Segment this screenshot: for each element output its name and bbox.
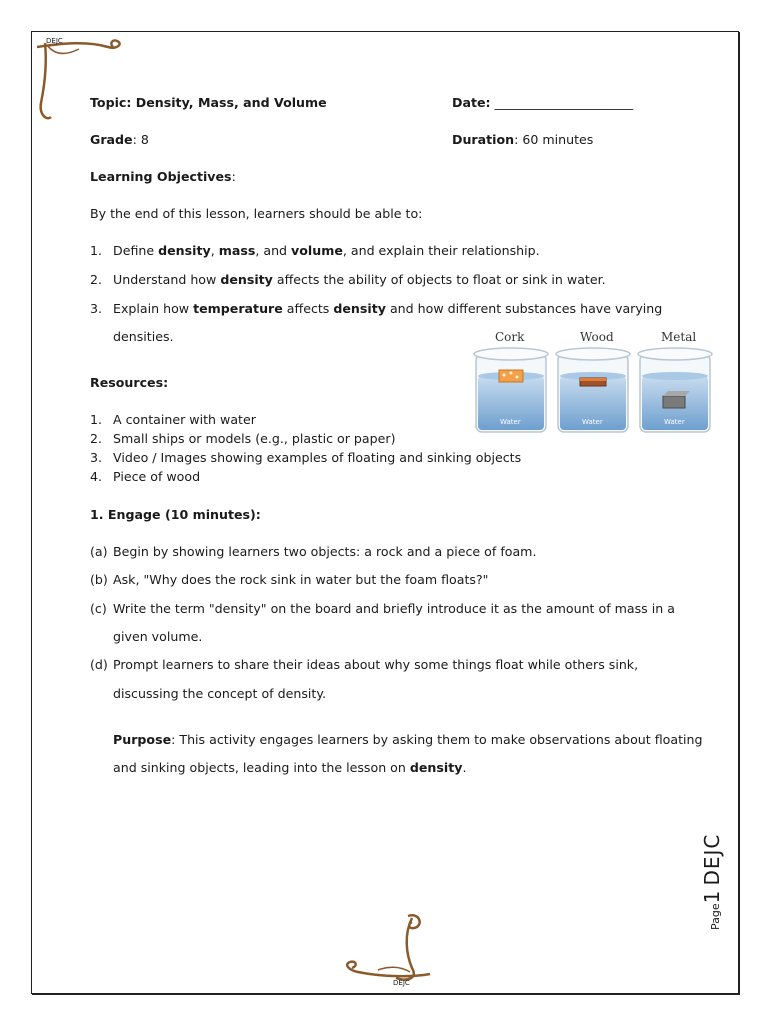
text-run: Explain how — [113, 301, 194, 316]
list-number: 1. — [90, 243, 103, 258]
list-number: 2. — [90, 431, 103, 446]
resource-item: Piece of wood — [113, 469, 201, 484]
objectives-heading-colon: : — [231, 169, 236, 184]
objective-text — [113, 300, 662, 317]
list-number: 2. — [90, 272, 103, 287]
engage-item: Ask, "Why does the rock sink in water but the foam floats?" — [113, 572, 489, 587]
purpose-text: : This activity engages learners by asking them to make observations about floating — [171, 732, 703, 747]
objectives-intro: By the end of this lesson, learners should be able to: — [90, 206, 423, 221]
water-label: Water — [664, 418, 685, 426]
text-run: , and — [255, 243, 292, 258]
engage-item-continuation: discussing the concept of density. — [113, 686, 326, 701]
list-number: (c) — [90, 601, 107, 616]
purpose-text: . — [462, 760, 467, 775]
flourish-bottom — [338, 908, 438, 992]
text-run: , — [210, 243, 219, 258]
list-number: 3. — [90, 301, 103, 316]
purpose-paragraph — [113, 732, 703, 747]
date-field — [452, 94, 633, 111]
beaker-label-cork: Cork — [495, 330, 525, 344]
resource-item: Video / Images showing examples of floating and sinking objects — [113, 450, 522, 465]
logo-text: DEJC — [46, 37, 63, 45]
purpose-text: and sinking objects, leading into the lesson on — [113, 760, 410, 775]
duration-value: : 60 minutes — [514, 132, 594, 147]
list-number: (a) — [90, 544, 108, 559]
engage-item: Begin by showing learners two objects: a rock and a piece of foam. — [113, 544, 537, 559]
beaker-label-metal: Metal — [661, 330, 697, 344]
text-run: , and explain their relationship. — [342, 243, 540, 258]
purpose-paragraph-line-2 — [113, 760, 466, 775]
duration-field — [452, 131, 593, 148]
engage-item: Write the term "density" on the board and briefly introduce it as the amount of mass in a — [113, 601, 675, 616]
water-label: Water — [582, 418, 603, 426]
engage-item: Prompt learners to share their ideas about why some things float while others sink, — [113, 657, 639, 672]
objective-continuation: densities. — [113, 329, 174, 344]
text-run: Define — [113, 243, 159, 258]
objective-text — [113, 271, 606, 288]
list-number: (b) — [90, 572, 108, 587]
objective-text — [113, 242, 540, 259]
list-number: 4. — [90, 469, 103, 484]
term-mass: mass — [218, 243, 256, 258]
page-number-value: 1 — [700, 890, 724, 904]
beaker-label-wood: Wood — [580, 330, 614, 344]
text-run: Understand how — [113, 272, 221, 287]
list-number: (d) — [90, 657, 108, 672]
term-temperature: temperature — [193, 301, 283, 316]
term-density: density — [333, 301, 386, 316]
text-run: affects the ability of objects to float or sink in water. — [272, 272, 606, 287]
flourish-top-left — [33, 33, 133, 128]
term-density: density — [220, 272, 273, 287]
grade-field — [90, 131, 149, 148]
grade-label: Grade — [90, 132, 133, 147]
resource-item: A container with water — [113, 412, 256, 427]
footer-logo-text: DEJC — [393, 979, 410, 987]
topic-title: Topic: Density, Mass, and Volume — [90, 95, 327, 110]
density-beakers-figure — [470, 326, 715, 436]
objectives-heading — [90, 168, 236, 185]
date-label: Date: — [452, 95, 491, 110]
text-run: and how different substances have varying — [385, 301, 663, 316]
resources-heading: Resources: — [90, 375, 169, 390]
date-blank: ______________________ — [494, 95, 634, 110]
engage-item-continuation: given volume. — [113, 629, 203, 644]
water-label: Water — [500, 418, 521, 426]
term-density: density — [158, 243, 211, 258]
grade-value: : 8 — [132, 132, 149, 147]
list-number: 1. — [90, 412, 103, 427]
objectives-heading-text: Learning Objectives — [90, 169, 232, 184]
page-number — [700, 834, 724, 930]
resource-item: Small ships or models (e.g., plastic or paper) — [113, 431, 396, 446]
duration-label: Duration — [452, 132, 515, 147]
page-org: DEJC — [700, 833, 724, 886]
term-density: density — [409, 760, 463, 775]
term-volume: volume — [291, 243, 343, 258]
engage-heading: 1. Engage (10 minutes): — [90, 507, 261, 522]
text-run: affects — [282, 301, 334, 316]
purpose-label: Purpose — [113, 732, 172, 747]
page-prefix: Page — [709, 903, 722, 930]
list-number: 3. — [90, 450, 103, 465]
